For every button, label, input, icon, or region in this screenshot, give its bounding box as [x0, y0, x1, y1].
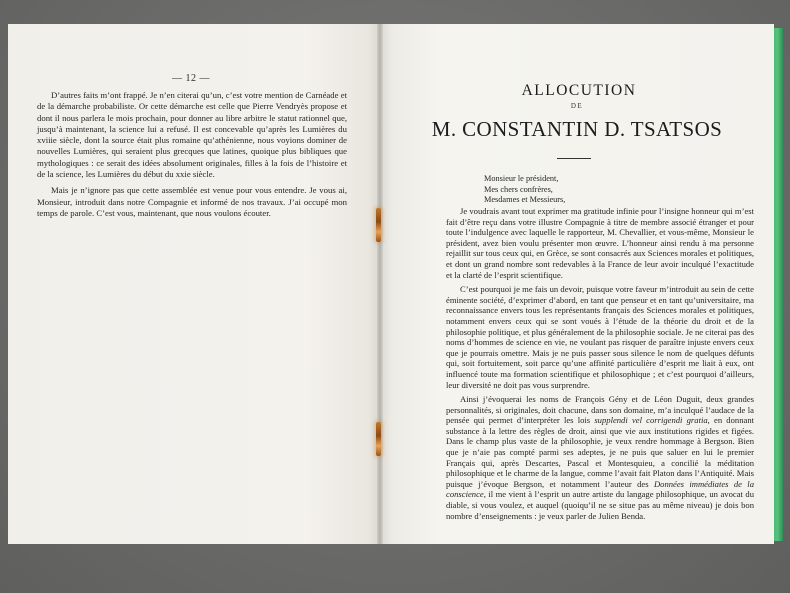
left-paragraph: Mais je n’ignore pas que cette assemblée est venue pour vous entendre. Je vous ai, Monsieur, introduit dans notre Compagnie et informé de nos travaux. J’ai occupé mon temps de parole. C’est vous, maintenant, que nous voulons écouter.	[37, 185, 347, 218]
left-page	[8, 24, 380, 544]
page-number: — 12 —	[172, 73, 210, 84]
paragraph-text: , en donnant substance à la lettre des règles de droit, ainsi que vie aux institutions rigides et figées. Dans le champ plus vaste de la philosophie, je veux rendre hommage à Bergson. Bien que je n’aie pas compté parmi ses adeptes, je ne puis que saluer en lui le premier Français qui, après Descartes, Pascal et Montesquieu, a concilié la méditation philosophique et le charme de la langue, comme l’avait fait Platon dans l’Antiquité. Mais puisque j’évoque Bergson, et notamment l’auteur des	[446, 415, 754, 489]
right-paragraph: C’est pourquoi je me fais un devoir, puisque votre faveur m’introduit au sein de cette éminente société, d’exprimer d’abord, en tant que penseur et en tant qu’universitaire, ma reconnaissance envers tous les représentants français des Sciences morales et politiques, notamment envers ceux qui se sont voués à l’étude de la théorie du droit et de la philosophie politique, et plus généralement de la philosophie sociale. Je ne citerai pas des noms d’hommes de science en vie, ne voulant pas risquer de paraître injuste envers ceux que je pourrais omettre. Mais je ne puis passer sous silence le nom de quelques défunts qui, soit fortuitement, soit parce qu’une affinité particulière d’esprit me liait à eux, ont influencé toute ma formation scientifique et philosophique ; et c’est pourquoi d’ailleurs, leur diversité ne doit pas vous surprendre.	[446, 284, 754, 390]
allocution-heading	[380, 82, 774, 110]
speaker-name: M. CONSTANTIN D. TSATSOS	[431, 117, 723, 141]
left-paragraph: D’autres faits m’ont frappé. Je n’en citerai qu’un, c’est votre mention de Carnéade et de la démarche probabiliste. Or cette démarche est celle que Pierre Vendryès propose et dont il nous parlera le mois prochain, pour donner au libre arbitre le statut rationnel que, jusqu’à maintenant, la science lui a refusé. Il est concevable qu’après les Lumières du xviiie siècle, dont la source était plus romaine qu’athénienne, nous voyions dominer de nouvelles Lumières, qui seraient plus grecques que latines, quoique plus bibliques que mythologiques : ce serait des idées absolument originales, filles à la fois de l’histoire et de la science, les Lumières du début du xxie siècle.	[37, 90, 347, 180]
salutation-line: Mesdames et Messieurs,	[484, 195, 566, 204]
right-paragraph: Je voudrais avant tout exprimer ma gratitude infinie pour l’insigne honneur qui m’est fait d’être reçu dans votre illustre Compagnie à titre de membre associé étranger et pour toute l’indulgence avec laquelle le rapporteur, M. Chevallier, et vous-même, Monsieur le président, avez bien voulu présenter mon œuvre. L’honneur ainsi rendu à ma personne rejaillit sur tous ceux qui, en Grèce, se sont consacrés aux Sciences morales et politiques, et dont un grand nombre sont redevables à la France de leur avoir inculqué l’exactitude et la clarté de l’esprit scientifique.	[446, 206, 754, 280]
heading-rule	[557, 158, 591, 159]
paragraph-text: , il me vient à l’esprit un autre artiste du langage philosophique, un avocat du diable, si vous voulez, et auquel (quoiqu’il ne se situe pas au même niveau) je dois bon nombre d’enseignements : je veux parler de Julien Benda.	[446, 489, 754, 521]
book-title: Données immédiates de la conscience	[446, 478, 754, 500]
staple-bottom	[376, 422, 381, 456]
staple-top	[376, 208, 381, 242]
latin-phrase: supplendi vel corrigendi gratia	[594, 415, 708, 426]
allocution-title: ALLOCUTION	[521, 82, 637, 99]
salutation	[484, 174, 565, 206]
open-booklet	[8, 24, 774, 544]
left-page-text	[37, 90, 347, 224]
salutation-line: Monsieur le président,	[484, 174, 559, 183]
right-paragraph	[446, 394, 754, 521]
paragraph-text: Ainsi j’évoquerai les noms de François Gény et de Léon Duguit, deux grandes personnalités, si originales, doit chacune, dans son domaine, m’a inculqué l’audace de la pensée qui permet d’interpréter les lois	[446, 394, 754, 426]
allocution-de: DE	[570, 102, 584, 110]
right-page-text	[446, 206, 754, 525]
salutation-line: Mes chers confrères,	[484, 184, 553, 194]
